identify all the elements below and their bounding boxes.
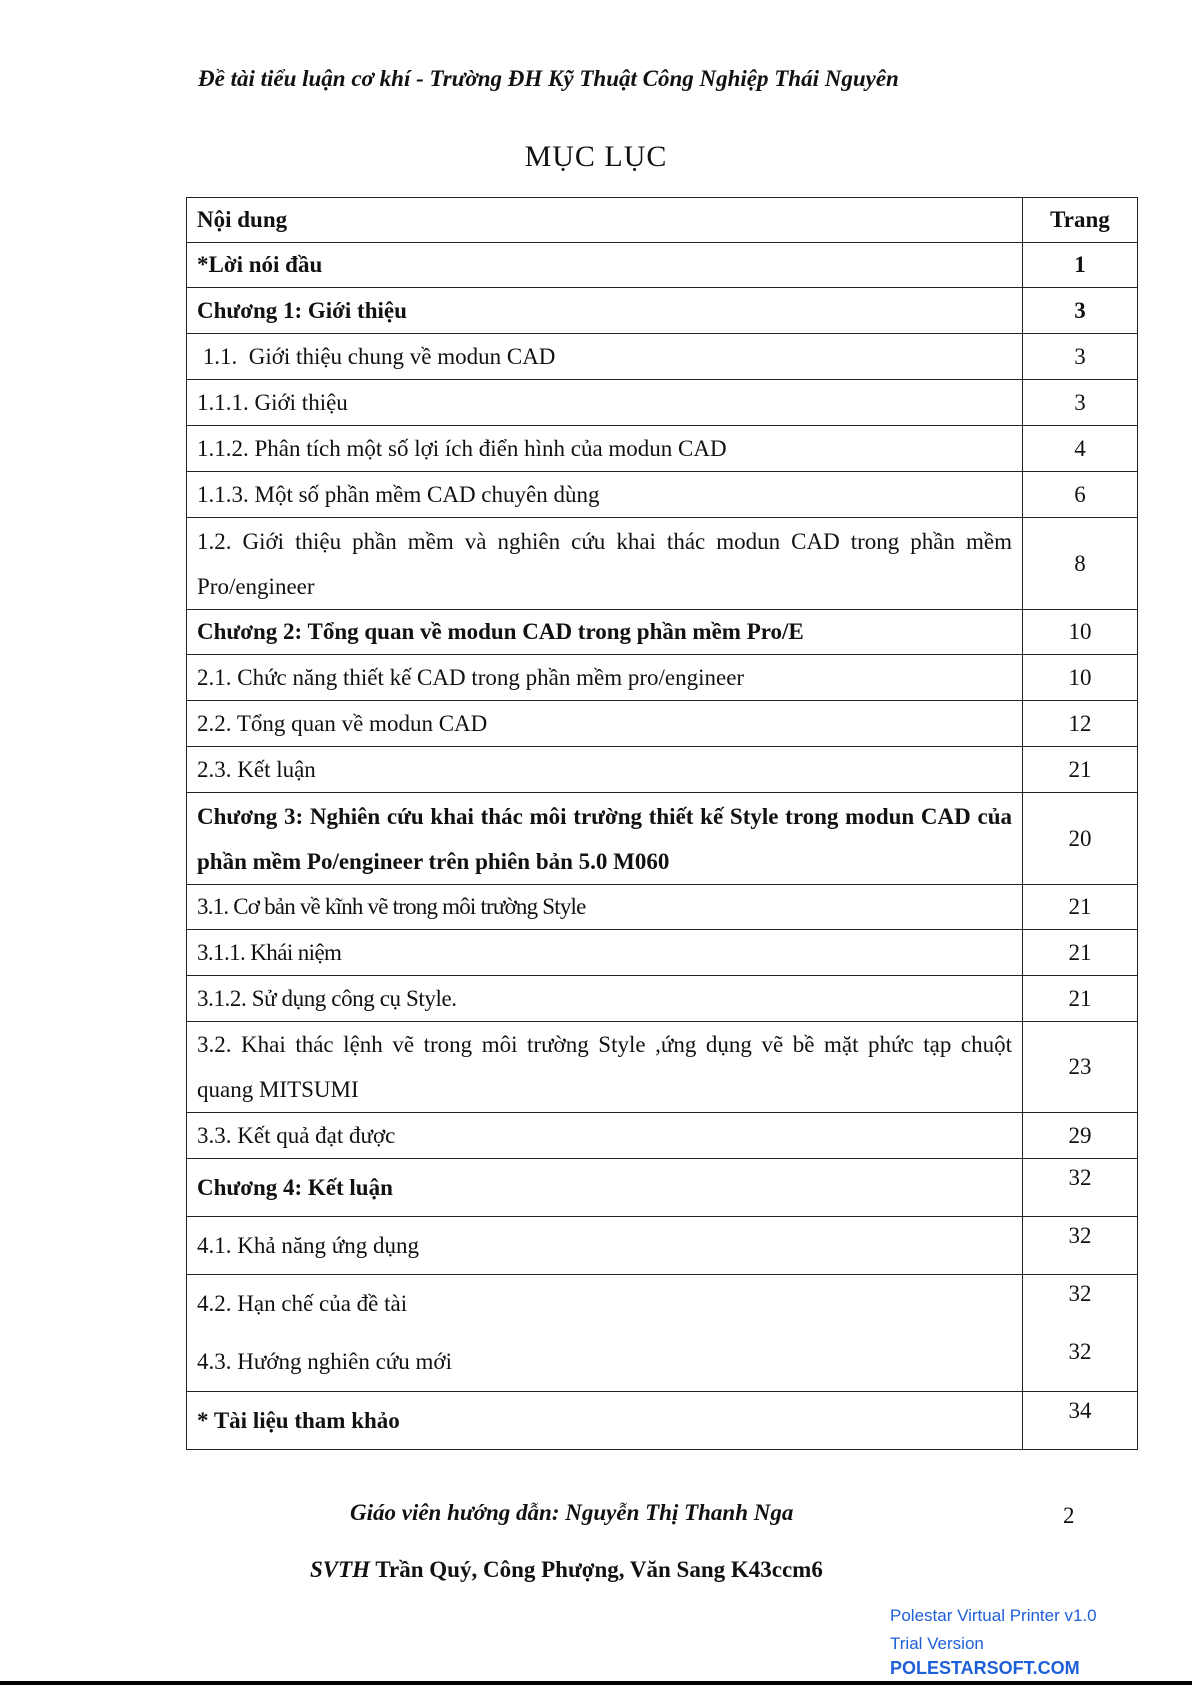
watermark-line-3: POLESTARSOFT.COM (890, 1658, 1080, 1678)
toc-entry: 1.1. Giới thiệu chung về modun CAD (187, 334, 1023, 380)
toc-page: 3 (1023, 334, 1138, 380)
table-row (187, 655, 1138, 701)
toc-page: 21 (1023, 930, 1138, 976)
table-row (187, 610, 1138, 655)
page-number: 2 (1063, 1503, 1075, 1528)
toc-entry: Chương 1: Giới thiệu (187, 288, 1023, 334)
toc-page: 21 (1023, 747, 1138, 793)
document-header: Đề tài tiểu luận cơ khí - Trường ĐH Kỹ Thuật Công Nghiệp Thái Nguyên (198, 66, 899, 91)
toc-entry: Chương 4: Kết luận (187, 1159, 1023, 1217)
table-row (187, 472, 1138, 518)
toc-entry: *Lời nói đầu (187, 243, 1023, 288)
table-row (187, 334, 1138, 380)
toc-entry: 3.1.1. Khái niệm (187, 930, 1023, 976)
toc-entry: 2.1. Chức năng thiết kế CAD trong phần mềm pro/engineer (187, 655, 1023, 701)
table-row (187, 243, 1138, 288)
toc-entry: 4.1. Khả năng ứng dụng (187, 1217, 1023, 1275)
toc-page: 32 (1068, 1281, 1092, 1306)
table-row (187, 747, 1138, 793)
toc-page: 1 (1023, 243, 1138, 288)
footer-students (310, 1557, 823, 1583)
toc-entry: 3.2. Khai thác lệnh vẽ trong môi trường Style ,ứng dụng vẽ bề mặt phức tạp chuột quang MITSUMI (187, 1022, 1023, 1113)
table-row (187, 1159, 1138, 1217)
toc-entry: 2.3. Kết luận (187, 747, 1023, 793)
toc-entry: 3.1. Cơ bản về kĩnh vẽ trong môi trường Style (187, 885, 1023, 930)
toc-page: 20 (1023, 793, 1138, 885)
toc-table (186, 197, 1138, 1450)
table-row (187, 1392, 1138, 1450)
toc-title: MỤC LỤC (524, 140, 668, 173)
toc-entry: 1.1.2. Phân tích một số lợi ích điển hình của modun CAD (187, 426, 1023, 472)
toc-page-group (1023, 1275, 1138, 1392)
svth-label: SVTH (310, 1557, 371, 1582)
toc-page: 4 (1023, 426, 1138, 472)
table-row (187, 426, 1138, 472)
toc-entry: 1.1.1. Giới thiệu (187, 380, 1023, 426)
toc-page: 21 (1023, 885, 1138, 930)
table-row (187, 288, 1138, 334)
table-row (187, 1275, 1138, 1392)
toc-page: 12 (1023, 701, 1138, 747)
table-row (187, 976, 1138, 1022)
watermark-line-2: Trial Version (890, 1634, 984, 1653)
toc-page: 3 (1023, 288, 1138, 334)
toc-entry: Chương 3: Nghiên cứu khai thác môi trường thiết kế Style trong modun CAD của phần mềm Po/engineer trên phiên bản 5.0 M060 (187, 793, 1023, 885)
toc-entry: 3.3. Kết quả đạt được (187, 1113, 1023, 1159)
toc-entry: * Tài liệu tham khảo (187, 1392, 1023, 1450)
toc-page: 8 (1023, 518, 1138, 610)
table-row (187, 793, 1138, 885)
table-row (187, 1217, 1138, 1275)
toc-page: 32 (1023, 1217, 1138, 1275)
toc-page: 10 (1023, 655, 1138, 701)
table-row (187, 380, 1138, 426)
table-row (187, 930, 1138, 976)
toc-page: 10 (1023, 610, 1138, 655)
table-header-row (187, 198, 1138, 243)
toc-entry: 1.1.3. Một số phần mềm CAD chuyên dùng (187, 472, 1023, 518)
toc-entry: Chương 2: Tổng quan về modun CAD trong phần mềm Pro/E (187, 610, 1023, 655)
toc-page: 32 (1068, 1339, 1092, 1364)
page-bottom-border (0, 1681, 1192, 1685)
svth-names: Trần Quý, Công Phượng, Văn Sang K43ccm6 (370, 1557, 823, 1582)
column-header-page: Trang (1023, 198, 1138, 243)
watermark-line-1: Polestar Virtual Printer v1.0 (890, 1606, 1097, 1625)
column-header-content: Nội dung (187, 198, 1023, 243)
toc-entry: 3.1.2. Sử dụng công cụ Style. (187, 976, 1023, 1022)
toc-entry: 2.2. Tổng quan về modun CAD (187, 701, 1023, 747)
toc-page: 21 (1023, 976, 1138, 1022)
toc-entry-group (187, 1275, 1023, 1392)
toc-entry: 4.3. Hướng nghiên cứu mới (197, 1349, 452, 1374)
toc-entry: 4.2. Hạn chế của đề tài (197, 1291, 408, 1316)
toc-page: 3 (1023, 380, 1138, 426)
toc-page: 29 (1023, 1113, 1138, 1159)
toc-entry: 1.2. Giới thiệu phần mềm và nghiên cứu khai thác modun CAD trong phần mềm Pro/engineer (187, 518, 1023, 610)
table-row (187, 1022, 1138, 1113)
table-row (187, 701, 1138, 747)
table-row (187, 518, 1138, 610)
toc-page: 6 (1023, 472, 1138, 518)
toc-page: 34 (1023, 1392, 1138, 1450)
table-row (187, 885, 1138, 930)
toc-page: 23 (1023, 1022, 1138, 1113)
toc-page: 32 (1023, 1159, 1138, 1217)
table-row (187, 1113, 1138, 1159)
footer-teacher: Giáo viên hướng dẫn: Nguyễn Thị Thanh Nga (350, 1500, 794, 1525)
